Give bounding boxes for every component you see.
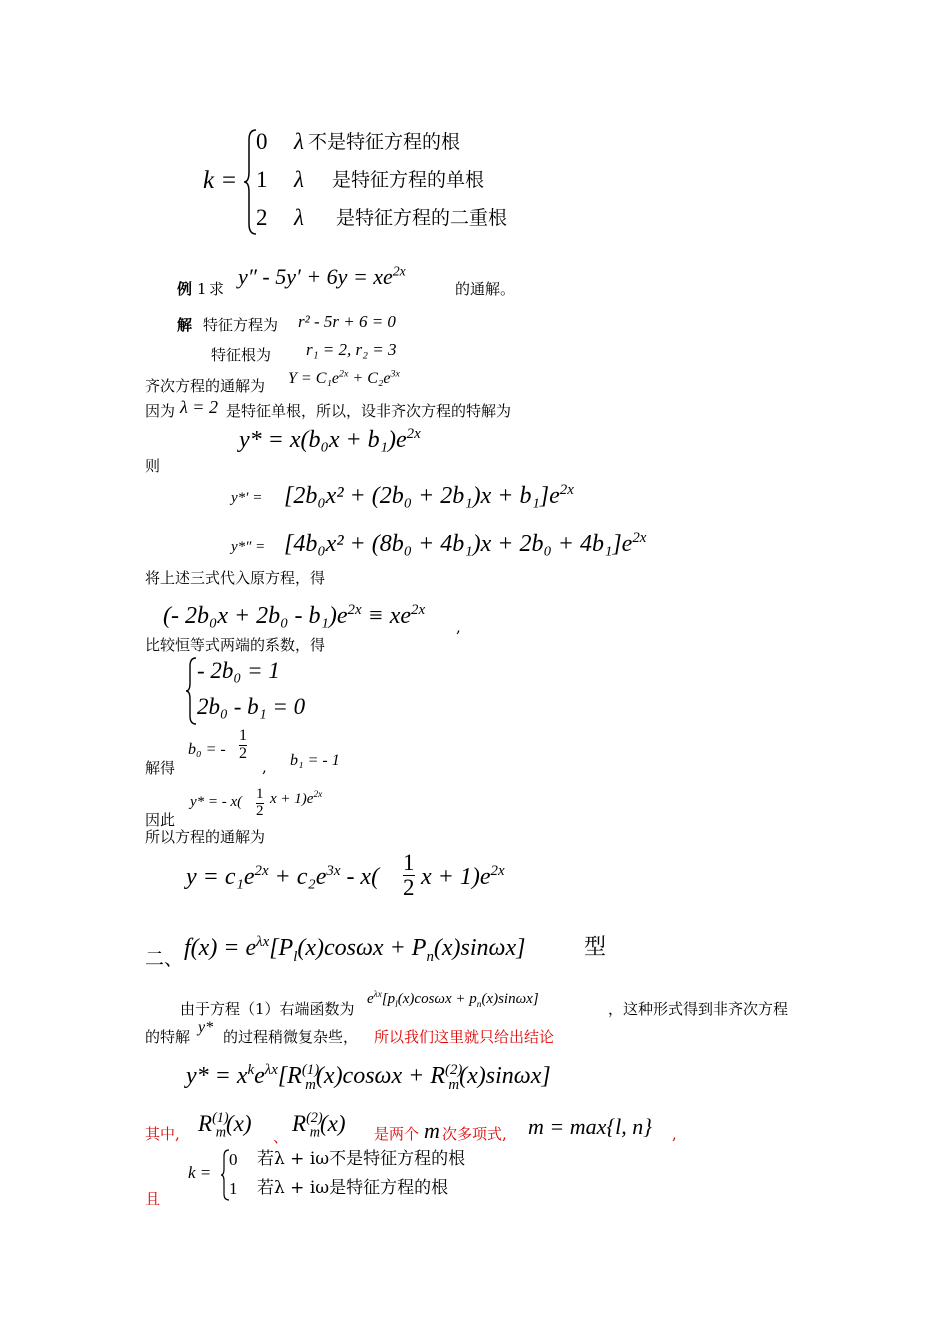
then-text: 则 (145, 457, 161, 475)
conclusion-formula: $y* = x^ke^{\lambda x}[R^{(1)}_m(x)\cos\omega x + R^{(2)}_m(x)\sin\omega x]$ (186, 1062, 551, 1093)
where-m: m (424, 1118, 440, 1143)
case-bottom-row-2-num: 1 (229, 1179, 238, 1198)
system-row-1: - 2b₀ = 1 (197, 658, 280, 683)
solve-text: 解得 (145, 759, 176, 777)
roots: r₁ = 2, r₂ = 3 (306, 340, 397, 359)
case-bottom-row-1-text: 若λ + iω不是特征方程的根 (257, 1149, 466, 1169)
para-inline-formula: $e^{\lambda x}[p_l(x)\cos\omega x + p_n(x)\sin\omega x]$ (367, 990, 539, 1010)
roots-text: 特征根为 (211, 346, 272, 364)
particular-form: $y* = x(b_0x + b_1)e^{2x}$ (239, 426, 421, 453)
compare-text: 比较恒等式两端的系数，得 (145, 636, 326, 654)
identity: (- $2b_0x + 2b_0 - b_1)e^{2x} \equiv xe^{2x}$ (163, 602, 426, 629)
deriv2: $[4b_0x^2 + (8b_0 + 4b_1)x + 2b_0 + 4b_1]e^{2x}$ (284, 530, 647, 557)
case-bottom-row-1-num: 0 (229, 1150, 238, 1169)
ystar-rest: $x + 1)e^{2x}$ (270, 790, 323, 807)
case-row-1-lambda: λ (294, 167, 304, 192)
because-text-2: 是特征单根，所以，设非齐次方程的特解为 (226, 402, 512, 420)
para-text-3: 的特解 (145, 1028, 191, 1046)
where-comma: , (672, 1125, 677, 1143)
where-text-1: 是两个 (374, 1125, 420, 1143)
b0-fraction: $\frac{1}{2}$ (239, 727, 247, 762)
example-ask: 求 (209, 280, 225, 298)
para-text-4: 的过程稍微复杂些， (223, 1028, 359, 1046)
general-solution: $y = c_1e^{2x} + c_2e^{3x} - x$( (186, 863, 380, 890)
where-max-eq: m = max{l, n} (528, 1114, 653, 1139)
homog-eq: $Y = C_1e^{2x} + C_2e^{3x}$ (288, 368, 400, 387)
because-text-1: 因为 (145, 402, 176, 420)
system-row-2: 2b₀ - b₁ = 0 (197, 694, 306, 719)
case-k-bottom-lhs: k = (188, 1163, 212, 1182)
section-2-formula: $f(x) = e^{\lambda x}[P_l(x)\cos\omega x + P_n(x)\sin\omega x]$ (184, 934, 526, 965)
where-r2: $R^{(2)}_m(x)$ (292, 1110, 346, 1141)
deriv1-lhs: y*′ = (231, 490, 263, 506)
where-r1: $R^{(1)}_m(x)$ (198, 1110, 252, 1141)
case-k-lhs: k = (203, 167, 238, 194)
hence-text: 因此 (145, 811, 176, 829)
example-equation: $y'' - 5y' + 6y = xe^{2x}$ (238, 263, 406, 289)
section-2-type: 型 (584, 935, 607, 960)
general-rest: $x + 1)e^{2x}$ (421, 863, 505, 890)
case-row-0-num: 0 (256, 129, 268, 154)
case-row-2-num: 2 (256, 205, 268, 230)
para-text-1: 由于方程（1）右端函数为 (180, 1000, 355, 1018)
section-2-label: 二、 (145, 948, 184, 970)
lambda-eq: λ = 2 (180, 397, 218, 417)
case-row-2-lambda: λ (294, 205, 304, 230)
case-row-1-num: 1 (256, 167, 268, 192)
b1-value: b₁ = - 1 (290, 752, 340, 769)
case-row-2-text: 是特征方程的二重根 (336, 207, 508, 229)
ystar-lhs: y* = - x( (190, 794, 243, 810)
general-fraction: $\frac{1}{2}$ (403, 850, 415, 901)
char-eq-text: 特征方程为 (203, 316, 279, 334)
case-row-0-text: 不是特征方程的根 (308, 131, 461, 153)
and-label: 且 (145, 1190, 161, 1208)
para-ystar: y* (198, 1019, 214, 1036)
where-text-2: 次多项式, (442, 1125, 507, 1143)
para-text-2: ，这种形式得到非齐次方程 (608, 1000, 789, 1018)
solution-label: 解 (177, 316, 193, 334)
general-text: 所以方程的通解为 (145, 828, 266, 846)
example-number: 1 (197, 280, 207, 298)
case-bottom-row-2-text: 若λ + iω是特征方程的根 (257, 1178, 449, 1198)
para-red-text: 所以我们这里就只给出结论 (374, 1028, 555, 1046)
ystar-fraction: $\frac{1}{2}$ (256, 786, 264, 819)
example-label: 例 (177, 280, 193, 298)
homog-text: 齐次方程的通解为 (145, 377, 266, 395)
b0-lhs: b₀ = - (188, 741, 226, 758)
deriv2-lhs: y*″ = (231, 539, 266, 555)
char-eq: r² - 5r + 6 = 0 (298, 312, 396, 331)
b0-comma: , (262, 758, 267, 776)
example-suffix: 的通解。 (455, 280, 516, 298)
substitute-text: 将上述三式代入原方程，得 (145, 569, 326, 587)
identity-comma: , (456, 618, 461, 636)
deriv1: $[2b_0x^2 + (2b_0 + 2b_1)x + b_1]e^{2x}$ (284, 482, 574, 509)
where-label: 其中, (145, 1125, 180, 1143)
case-row-0-lambda: λ (294, 129, 304, 154)
where-sep: 、 (273, 1128, 289, 1146)
case-row-1-text: 是特征方程的单根 (332, 169, 485, 191)
